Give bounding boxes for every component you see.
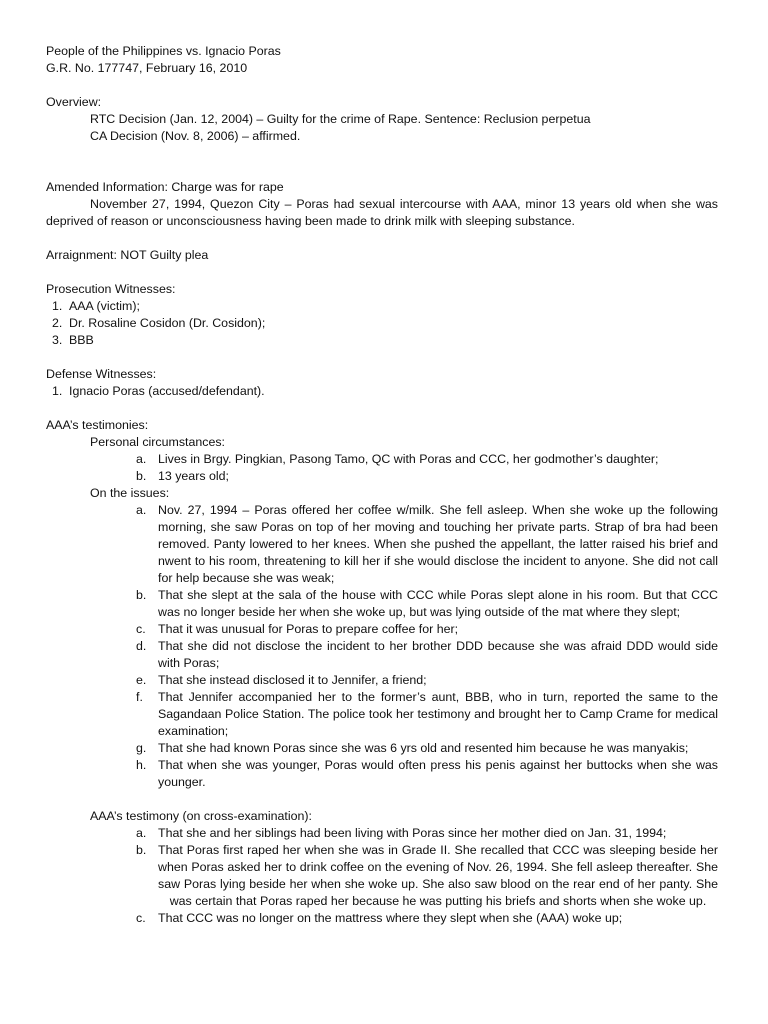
list-item: 1. Ignacio Poras (accused/defendant).: [52, 384, 265, 398]
issues-heading: On the issues:: [90, 486, 170, 500]
amended-heading: Amended Information: Charge was for rape: [46, 180, 284, 194]
list-item: d. That she did not disclose the incident to her brother DDD because she was afraid DDD would side with Poras;: [136, 639, 718, 670]
list-item: e. That she instead disclosed it to Jennifer, a friend;: [136, 673, 427, 687]
case-title: People of the Philippines vs. Ignacio Poras: [46, 44, 281, 58]
prosecution-list: [46, 298, 718, 349]
list-item: b. That she slept at the sala of the house with CCC while Poras slept alone in his room. But that CCC was no longer beside her when she woke up, but was lying outside of the mat where they slept;: [136, 588, 718, 619]
list-item: 1. AAA (victim);: [52, 299, 140, 313]
personal-heading: Personal circumstances:: [90, 435, 225, 449]
list-item: 2. Dr. Rosaline Cosidon (Dr. Cosidon);: [52, 316, 266, 330]
prosecution-heading: Prosecution Witnesses:: [46, 282, 176, 296]
list-item: h. That when she was younger, Poras would often press his penis against her buttocks when she was younger.: [136, 758, 718, 789]
list-item: a. That she and her siblings had been living with Poras since her mother died on Jan. 31, 1994;: [136, 826, 667, 840]
list-item: c. That CCC was no longer on the mattress where they slept when she (AAA) woke up;: [136, 911, 623, 925]
list-item: g. That she had known Poras since she was 6 yrs old and resented him because he was manyakis;: [136, 741, 689, 755]
overview-heading: Overview:: [46, 95, 102, 109]
list-item: 3. BBB: [52, 333, 94, 347]
issues-list: [46, 502, 718, 791]
testimonies-heading: AAA’s testimonies:: [46, 418, 149, 432]
case-number: G.R. No. 177747, February 16, 2010: [46, 61, 248, 75]
document-body: [46, 43, 718, 927]
list-item: c. That it was unusual for Poras to prepare coffee for her;: [136, 622, 459, 636]
rtc-decision: RTC Decision (Jan. 12, 2004) – Guilty for the crime of Rape. Sentence: Reclusion perpetua: [90, 112, 591, 126]
list-item: a. Nov. 27, 1994 – Poras offered her coffee w/milk. She fell asleep. When she woke up the following morning, she saw Poras on top of her moving and touching her private parts. Strap of bra had been removed. Panty lowered to her knees. When she pushed the appellant, the latter raised his brief and nwent to his room, threatening to kill her if she would disclose the incident to anyone. She did not call for help because she was weak;: [136, 503, 718, 585]
defense-heading: Defense Witnesses:: [46, 367, 157, 381]
list-item: b. That Poras first raped her when she was in Grade II. She recalled that CCC was sleeping beside her when Poras asked her to drink coffee on the evening of Nov. 26, 1994. She fell asleep thereafter. She saw Poras lying beside her when she woke up. She also saw blood on the rear end of her panty. She was certain that Poras raped her because he was putting his briefs and shorts when she woke up.: [136, 843, 718, 908]
amended-body: November 27, 1994, Quezon City – Poras had sexual intercourse with AAA, minor 13 years old when she was deprived of reason or unconsciousness having been made to drink milk with sleeping substance.: [46, 197, 718, 228]
cross-list: [46, 825, 718, 927]
personal-list: [46, 451, 718, 485]
defense-list: [46, 383, 718, 400]
list-item: f. That Jennifer accompanied her to the former’s aunt, BBB, who in turn, reported the same to the Sagandaan Police Station. The police took her testimony and brought her to Camp Crame for medical examination;: [136, 690, 718, 738]
ca-decision: CA Decision (Nov. 8, 2006) – affirmed.: [90, 129, 301, 143]
list-item: a. Lives in Brgy. Pingkian, Pasong Tamo, QC with Poras and CCC, her godmother’s daughter;: [136, 452, 659, 466]
arraignment: Arraignment: NOT Guilty plea: [46, 248, 209, 262]
list-item: b. 13 years old;: [136, 469, 229, 483]
cross-heading: AAA’s testimony (on cross-examination):: [90, 809, 312, 823]
